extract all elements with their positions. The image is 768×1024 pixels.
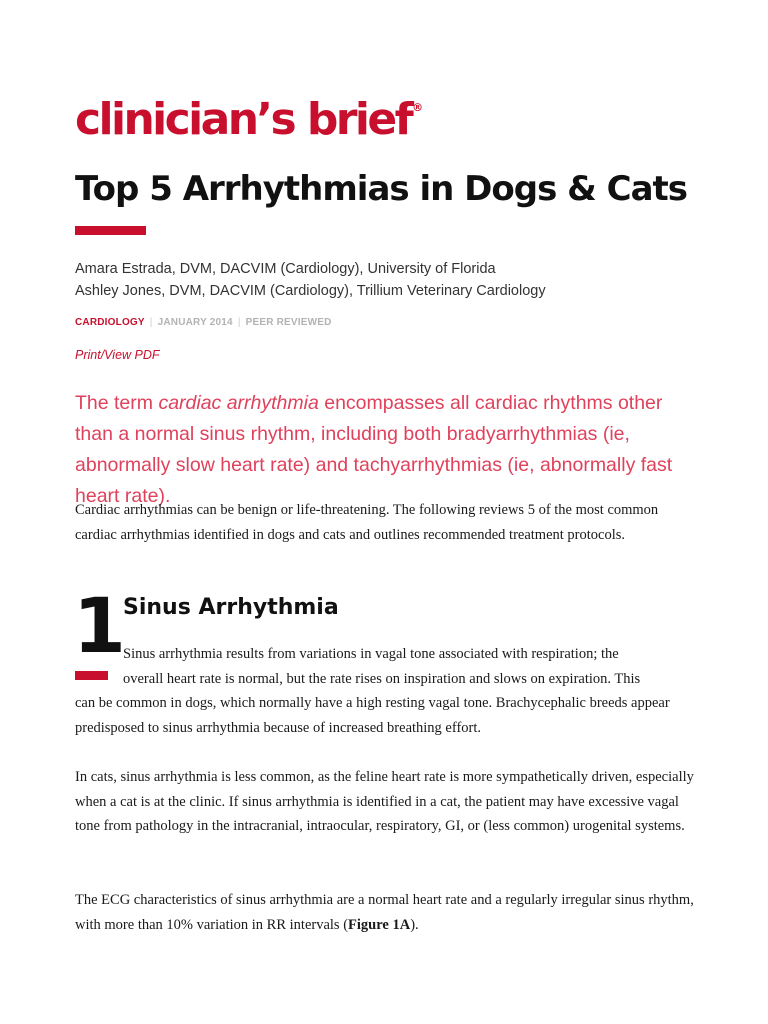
body-text: The ECG characteristics of sinus arrhythmia are a normal heart rate and a regularly irregular sinus rhythm, with more than 10% variation in RR intervals ( <box>75 892 694 933</box>
lead-text-before: The term <box>75 392 159 414</box>
author-line: Ashley Jones, DVM, DACVIM (Cardiology), Trillium Veterinary Cardiology <box>75 283 546 299</box>
category-tag[interactable]: CARDIOLOGY <box>75 317 145 328</box>
article-meta <box>75 317 332 328</box>
article-title: Top 5 Arrhythmias in Dogs & Cats <box>75 169 688 209</box>
meta-separator: | <box>237 317 241 328</box>
brand-logo-text: clinician’s brief <box>75 94 412 145</box>
lead-paragraph <box>75 388 700 512</box>
body-line: Sinus arrhythmia results from variations in vagal tone associated with respiration; the <box>123 646 619 662</box>
body-text: ). <box>410 916 419 933</box>
body-text: can be common in dogs, which normally have a high resting vagal tone. Brachycephalic breeds appear predisposed to sinus arrhythmia because of increased breathing effort. <box>75 695 670 736</box>
brand-logo[interactable] <box>75 94 424 145</box>
registered-mark: ® <box>412 101 424 114</box>
figure-reference[interactable]: Figure 1A <box>348 916 411 933</box>
title-accent-bar <box>75 226 146 235</box>
section-heading: Sinus Arrhythmia <box>123 595 339 620</box>
author-line: Amara Estrada, DVM, DACVIM (Cardiology), University of Florida <box>75 261 496 277</box>
body-line: overall heart rate is normal, but the rate rises on inspiration and slows on expiration. This <box>123 670 641 687</box>
body-paragraph <box>75 642 695 740</box>
review-status: PEER REVIEWED <box>245 317 332 328</box>
body-paragraph: In cats, sinus arrhythmia is less common, as the feline heart rate is more sympathetically driven, especially when a cat is at the clinic. If sinus arrhythmia is identified in a cat, the patient may have excessive vagal tone from pathology in the intracranial, intraocular, respiratory, GI, or (less common) urogenital systems. <box>75 769 694 834</box>
publish-date: JANUARY 2014 <box>157 317 233 328</box>
lead-emphasis: cardiac arrhythmia <box>158 392 319 414</box>
author-list <box>75 258 546 302</box>
section-number: 1 <box>73 581 123 670</box>
intro-paragraph: Cardiac arrhythmias can be benign or life-threatening. The following reviews 5 of the most common cardiac arrhythmias identified in dogs and cats and outlines recommended treatment protocols. <box>75 502 659 543</box>
print-view-pdf-link[interactable]: Print/View PDF <box>75 348 160 362</box>
lead-text-after: encompasses all cardiac rhythms other than a normal sinus rhythm, including both bradyarrhythmias (ie, abnormally slow heart rate) and tachyarrhythmias (ie, abnormally fast heart rate). <box>75 392 673 507</box>
meta-separator: | <box>149 317 153 328</box>
body-paragraph <box>75 888 695 937</box>
